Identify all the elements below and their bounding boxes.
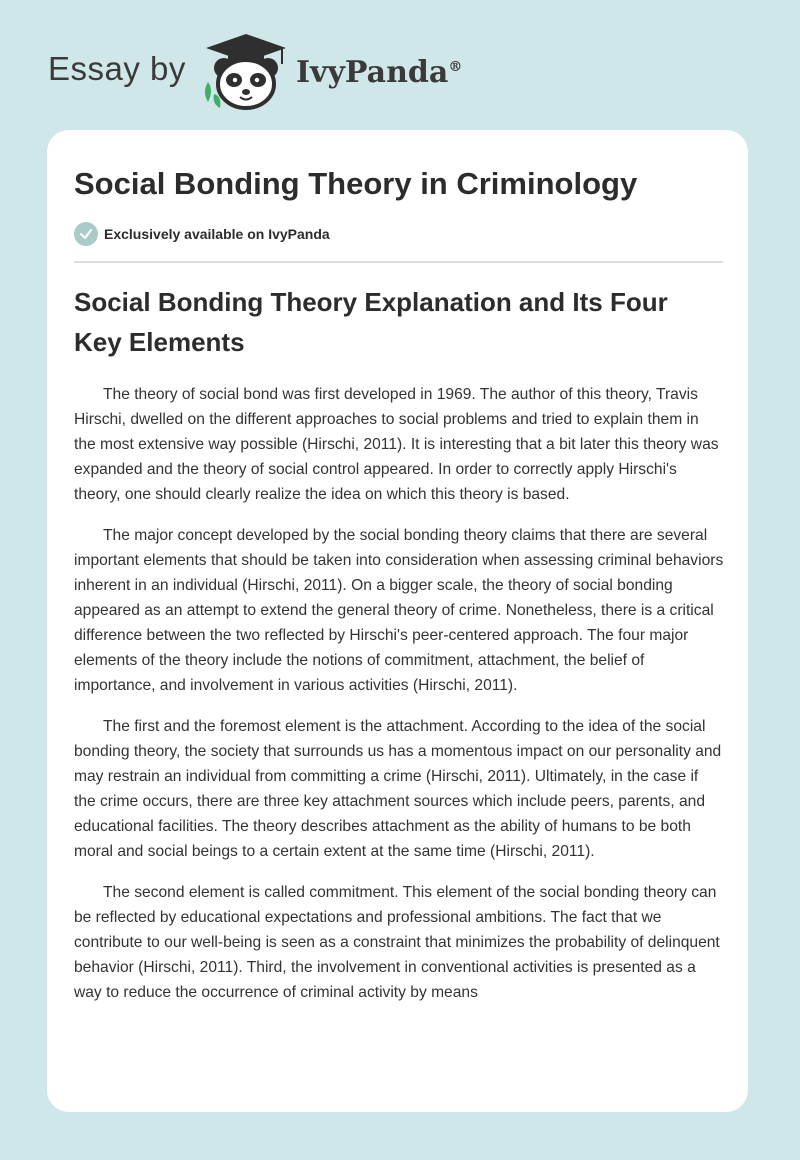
paragraph: The major concept developed by the social bonding theory claims that there are several important elements that should be taken into consideration when assessing criminal behaviors inherent in an individual (Hirschi, 2011). On a bigger scale, the theory of social bonding appeared as an attempt to extend the general theory of crime. Nonetheless, there is a critical difference between the two reflected by Hirschi's peer-centered approach. The four major elements of the theory include the notions of commitment, attachment, the belief of importance, and involvement in various activities (Hirschi, 2011). xyxy=(74,527,724,694)
essay-by-label: Essay by xyxy=(48,50,186,87)
site-header xyxy=(0,0,800,130)
exclusive-badge xyxy=(74,221,330,247)
brand-name[interactable] xyxy=(296,55,462,90)
badge-text: Exclusively available on IvyPanda xyxy=(104,226,330,242)
paragraph: The second element is called commitment. This element of the social bonding theory can be reflected by educational expectations and professional ambitions. The fact that we contribute to our well-being is seen as a constraint that minimizes the probability of delinquent behavior (Hirschi, 2011). Third, the involvement in conventional activities is presented as a way to reduce the occurrence of criminal activity by means xyxy=(74,884,720,1001)
panda-graduate-icon[interactable] xyxy=(200,30,292,112)
paragraph: The first and the foremost element is the attachment. According to the idea of the social bonding theory, the society that surrounds us has a momentous impact on our personality and may restrain an individual from committing a crime (Hirschi, 2011). Ultimately, in the case if the crime occurs, there are three key attachment sources which include peers, parents, and educational facilities. The theory describes attachment as the ability of humans to be both moral and social beings to a certain extent at the same time (Hirschi, 2011). xyxy=(74,718,722,860)
checkmark-icon xyxy=(74,222,98,246)
article-body xyxy=(74,382,724,1021)
registered-mark: ® xyxy=(448,59,463,75)
brand-label: IvyPanda xyxy=(296,55,449,90)
paragraph: The theory of social bond was first developed in 1969. The author of this theory, Travis Hirschi, dwelled on the different approaches to social problems and tried to explain them in the most extensive way possible (Hirschi, 2011). It is interesting that a bit later this theory was expanded and the theory of social control appeared. In order to correctly apply Hirschi's theory, one should clearly realize the idea on which this theory is based. xyxy=(74,386,719,503)
essay-card xyxy=(47,130,748,1112)
section-heading: Social Bonding Theory Explanation and Its Four Key Elements xyxy=(74,287,668,357)
divider xyxy=(74,261,723,263)
page-title: Social Bonding Theory in Criminology xyxy=(74,166,638,201)
